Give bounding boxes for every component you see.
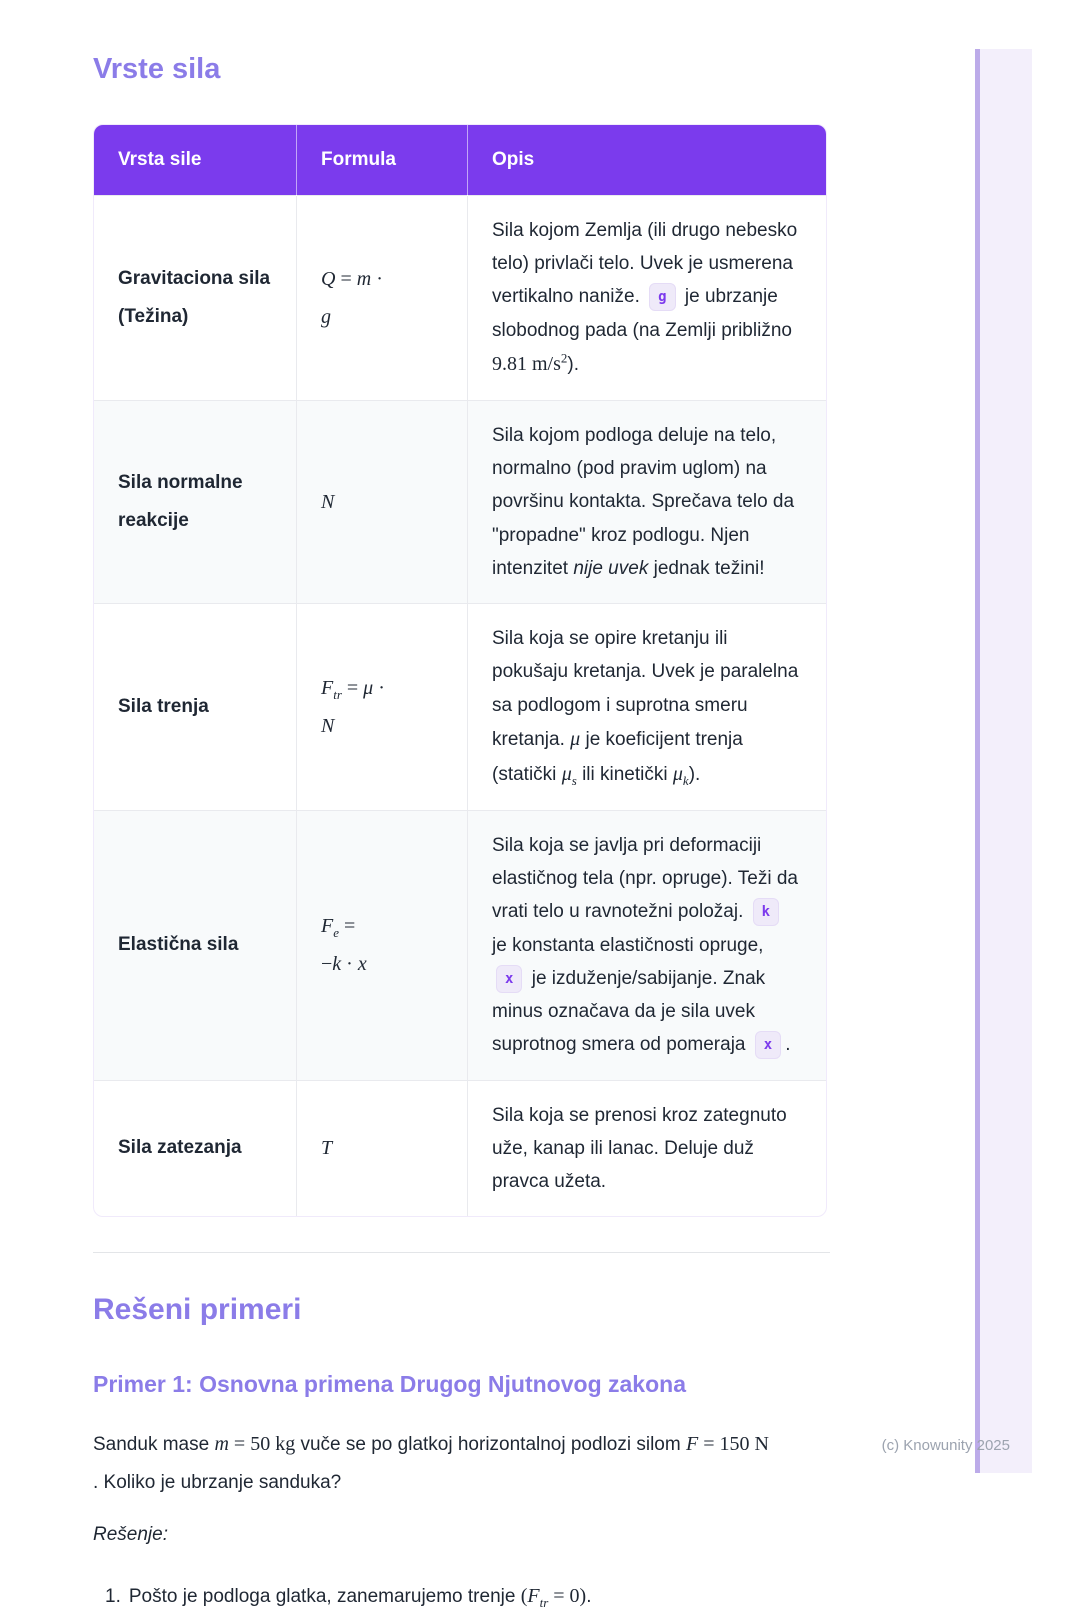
problem-statement <box>93 1425 938 1501</box>
formula-cell <box>297 400 468 603</box>
description-cell <box>468 195 827 400</box>
text-segment: Sila kojom Zemlja (ili drugo nebesko telo) privlači telo. Uvek je usmerena vertikalno naniže. <box>492 219 798 308</box>
header-row <box>94 125 826 196</box>
forces-table-body <box>94 195 826 1216</box>
table-header <box>94 125 826 196</box>
text-segment: ( <box>520 1585 528 1608</box>
table-row <box>94 400 826 603</box>
text-segment: m <box>214 1432 229 1455</box>
table-row <box>94 195 826 400</box>
right-sidebar-track <box>975 49 1032 1473</box>
text-segment: = <box>341 676 364 699</box>
text-segment: Q <box>321 267 336 290</box>
text-segment: je konstanta elastičnosti opruge, <box>492 934 764 956</box>
text-segment: N <box>321 490 335 513</box>
text-segment: m <box>356 267 372 290</box>
formula-cell <box>297 604 468 811</box>
text-segment: μ <box>570 727 581 750</box>
description-cell <box>468 604 827 811</box>
text-segment: ili kinetički <box>576 763 673 785</box>
description-cell <box>468 810 827 1080</box>
text-segment: . Koliko je ubrzanje sanduka? <box>93 1471 342 1493</box>
text-segment: μ <box>561 762 572 785</box>
force-name-cell: Elastična sila <box>94 810 297 1080</box>
inline-code-chip: g <box>649 283 675 311</box>
force-name-cell: Sila normalne reakcije <box>94 400 297 603</box>
inline-code-chip: x <box>496 965 522 993</box>
text-segment: F <box>685 1432 699 1455</box>
forces-table <box>94 125 826 1217</box>
text-segment: = 0) <box>548 1585 587 1608</box>
text-segment: g <box>321 305 331 328</box>
text-segment: Sila kojom podloga deluje na telo, normalno (pod pravim uglom) na površinu kontakta. Sprečava telo da "propadne" kroz podlogu. Njen intenzitet <box>492 424 795 579</box>
text-segment: ). <box>688 763 701 785</box>
text-segment: je ubrzanje slobodnog pada (na Zemlji približno <box>492 286 792 341</box>
page-title: Vrste sila <box>93 53 221 85</box>
table-row <box>94 810 826 1080</box>
text-segment: tr <box>539 1594 549 1610</box>
text-segment: μ <box>363 676 374 699</box>
text-segment: N <box>321 714 335 737</box>
text-segment: T <box>321 1137 333 1160</box>
text-segment: tr <box>333 686 342 702</box>
col-header-opis: Opis <box>468 125 827 196</box>
col-header-vrsta-sile: Vrsta sile <box>94 125 297 196</box>
description-cell <box>468 1080 827 1216</box>
text-segment: 9.81 m/s <box>492 352 561 375</box>
text-segment: F <box>527 1585 540 1608</box>
text-segment: · <box>371 267 383 290</box>
formula-cell <box>297 1080 468 1216</box>
text-segment: Pošto je podloga glatka, zanemarujemo trenje <box>128 1586 521 1608</box>
text-segment: F <box>321 676 334 699</box>
copyright-notice: (c) Knowunity 2025 <box>881 1437 1010 1454</box>
force-name-cell: Sila zatezanja <box>94 1080 297 1216</box>
text-segment: · <box>373 676 385 699</box>
example-1-heading: Primer 1: Osnovna primena Drugog Njutnovog zakona <box>93 1371 686 1398</box>
solution-step <box>105 1577 938 1615</box>
inline-code-chip: k <box>753 898 779 926</box>
text-segment: = <box>335 267 357 290</box>
section-divider <box>93 1252 830 1253</box>
force-name-cell: Sila trenja <box>94 604 297 811</box>
col-header-formula: Formula <box>297 125 468 196</box>
description-cell <box>468 400 827 603</box>
text-segment: je izduženje/sabijanje. Znak minus označava da je sila uvek suprotnog smera od pomeraja <box>492 967 766 1056</box>
text-segment: Sila koja se prenosi kroz zategnuto uže, kanap ili lanac. Deluje duž pravca užeta. <box>492 1104 787 1193</box>
solved-examples-heading: Rešeni primeri <box>93 1293 302 1327</box>
text-segment: Sila koja se opire kretanju ili pokušaju kretanja. Uvek je paralelna sa podlogom i suprotna smeru kretanja. <box>492 628 799 750</box>
text-segment: − <box>321 953 333 976</box>
text-segment: = <box>339 915 356 938</box>
text-segment: e <box>333 925 339 941</box>
force-name-cell: Gravitaciona sila (Težina) <box>94 195 297 400</box>
solution-label: Rešenje: <box>93 1523 168 1545</box>
text-segment: 2 <box>560 350 568 366</box>
step-number: 1. <box>105 1586 121 1608</box>
text-segment: ). <box>567 353 580 375</box>
text-segment: F <box>321 915 334 938</box>
text-segment: Sanduk mase <box>93 1433 215 1455</box>
text-segment: · <box>341 953 358 976</box>
text-segment: . <box>586 1586 592 1608</box>
text-segment: vuče se po glatkoj horizontalnoj podlozi silom <box>295 1433 686 1455</box>
text-segment: jednak težini! <box>648 557 765 579</box>
table-row <box>94 604 826 811</box>
inline-code-chip: x <box>755 1031 781 1059</box>
table-row <box>94 1080 826 1216</box>
forces-table-wrapper <box>93 124 827 1218</box>
text-segment: = 150 N <box>698 1432 769 1455</box>
formula-cell <box>297 195 468 400</box>
text-segment: . <box>785 1034 791 1056</box>
content-area <box>93 0 938 1615</box>
text-segment: k <box>682 772 689 788</box>
solution-steps <box>93 1577 938 1615</box>
text-segment: Sila koja se javlja pri deformaciji elastičnog tela (npr. opruge). Teži da vrati telo u ravnotežni položaj. <box>492 834 798 923</box>
text-segment: s <box>571 772 577 788</box>
step-text <box>128 1585 592 1610</box>
text-segment: μ <box>672 762 683 785</box>
text-segment: je koeficijent trenja (statički <box>492 728 743 785</box>
formula-cell <box>297 810 468 1080</box>
text-segment: k <box>332 953 342 976</box>
text-segment: = 50 kg <box>228 1432 296 1455</box>
text-segment: x <box>357 953 367 976</box>
text-segment: nije uvek <box>573 557 649 579</box>
